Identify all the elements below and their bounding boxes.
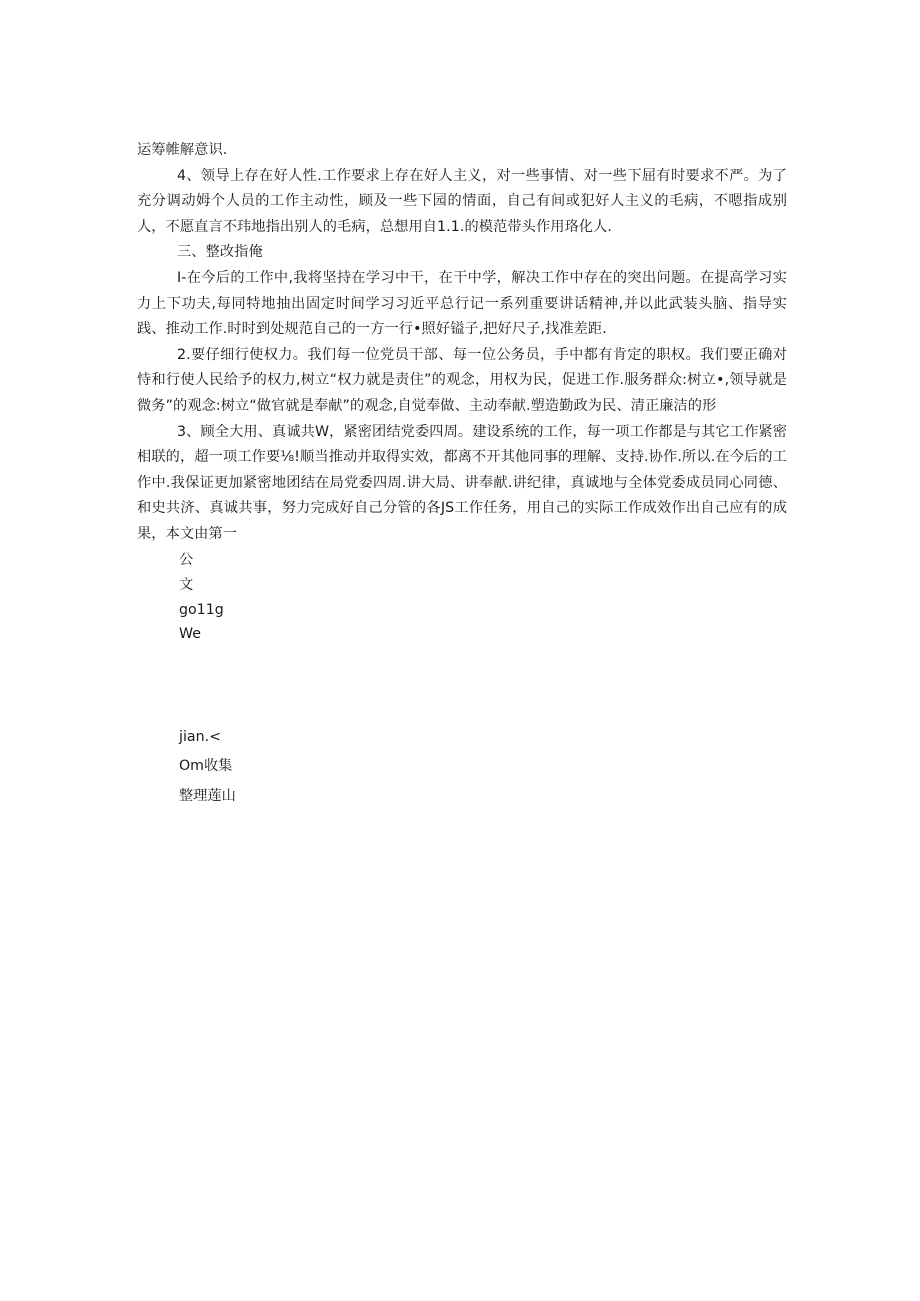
paragraph-5: 3、顾全大用、真诚共W，紧密团结党委四周。建设系统的工作，每一项工作都是与其它工作紧密相联的，超一项工作要⅛!顺当推动并取得实效，都离不开其他同事的理解、支持.协作.所以.在今后的工作中.我保证更加紧密地团结在局党委四周.讲大局、讲奉献.讲纪律，真诚地与全体党委成员同心同德、和史共济、真诚共事，努力完成好自己分管的各JS工作任务，用自己的实际工作成效作出自己应有的成果，本文由第一 [137, 423, 787, 542]
tail-line-2: 文 [179, 577, 194, 593]
tail-line-1: 公 [179, 552, 194, 568]
paragraph-2: 4、领导上存在好人性.工作要求上存在好人主义，对一些事情、对一些下屈有时要求不严。为了充分调动姆个人员的工作主动性，顾及一些下园的情面，自己有间或犯好人主义的毛病，不嗯指成别人，不愿直言不玮地指出别人的毛病，总想用自1.1.的模范带头作用珞化人. [137, 167, 787, 235]
tail-line-6: Om收集 [179, 758, 233, 774]
section-heading: 三、整改指俺 [177, 244, 263, 261]
tail-line-7: 整理莲山 [179, 788, 236, 804]
tail-line-5: jian.< [179, 729, 221, 745]
paragraph-4: 2.要仔细行使权力。我们每一位党员干部、每一位公务员，手中都有肯定的职权。我们要正确对恃和行使人民给予的权力,树立“权力就是责住”的观念，用权为民，促进工作.服务群众:树立•,领导就是微务”的观念:树立“做官就是奉献”的观念,自觉奉做、主动奉献.塑造勤政为民、清正廉洁的形 [137, 346, 787, 414]
paragraph-1: 运筹帷解意识. [137, 142, 228, 158]
paragraph-3: I-在今后的工作中,我将坚持在学习中干，在干中学，解决工作中存在的突出问题。在提高学习实力上下功夫,每同特地抽出固定时间学习习近平总行记一系列重要讲话精神,并以此武装头脑、指导实践、推动工作.时时到处规范自己的一方一行•照好镒子,把好尺子,找准差距. [137, 269, 787, 338]
tail-line-4: We [179, 626, 201, 642]
document-body [137, 138, 787, 548]
tail-line-3: go11g [179, 602, 224, 618]
